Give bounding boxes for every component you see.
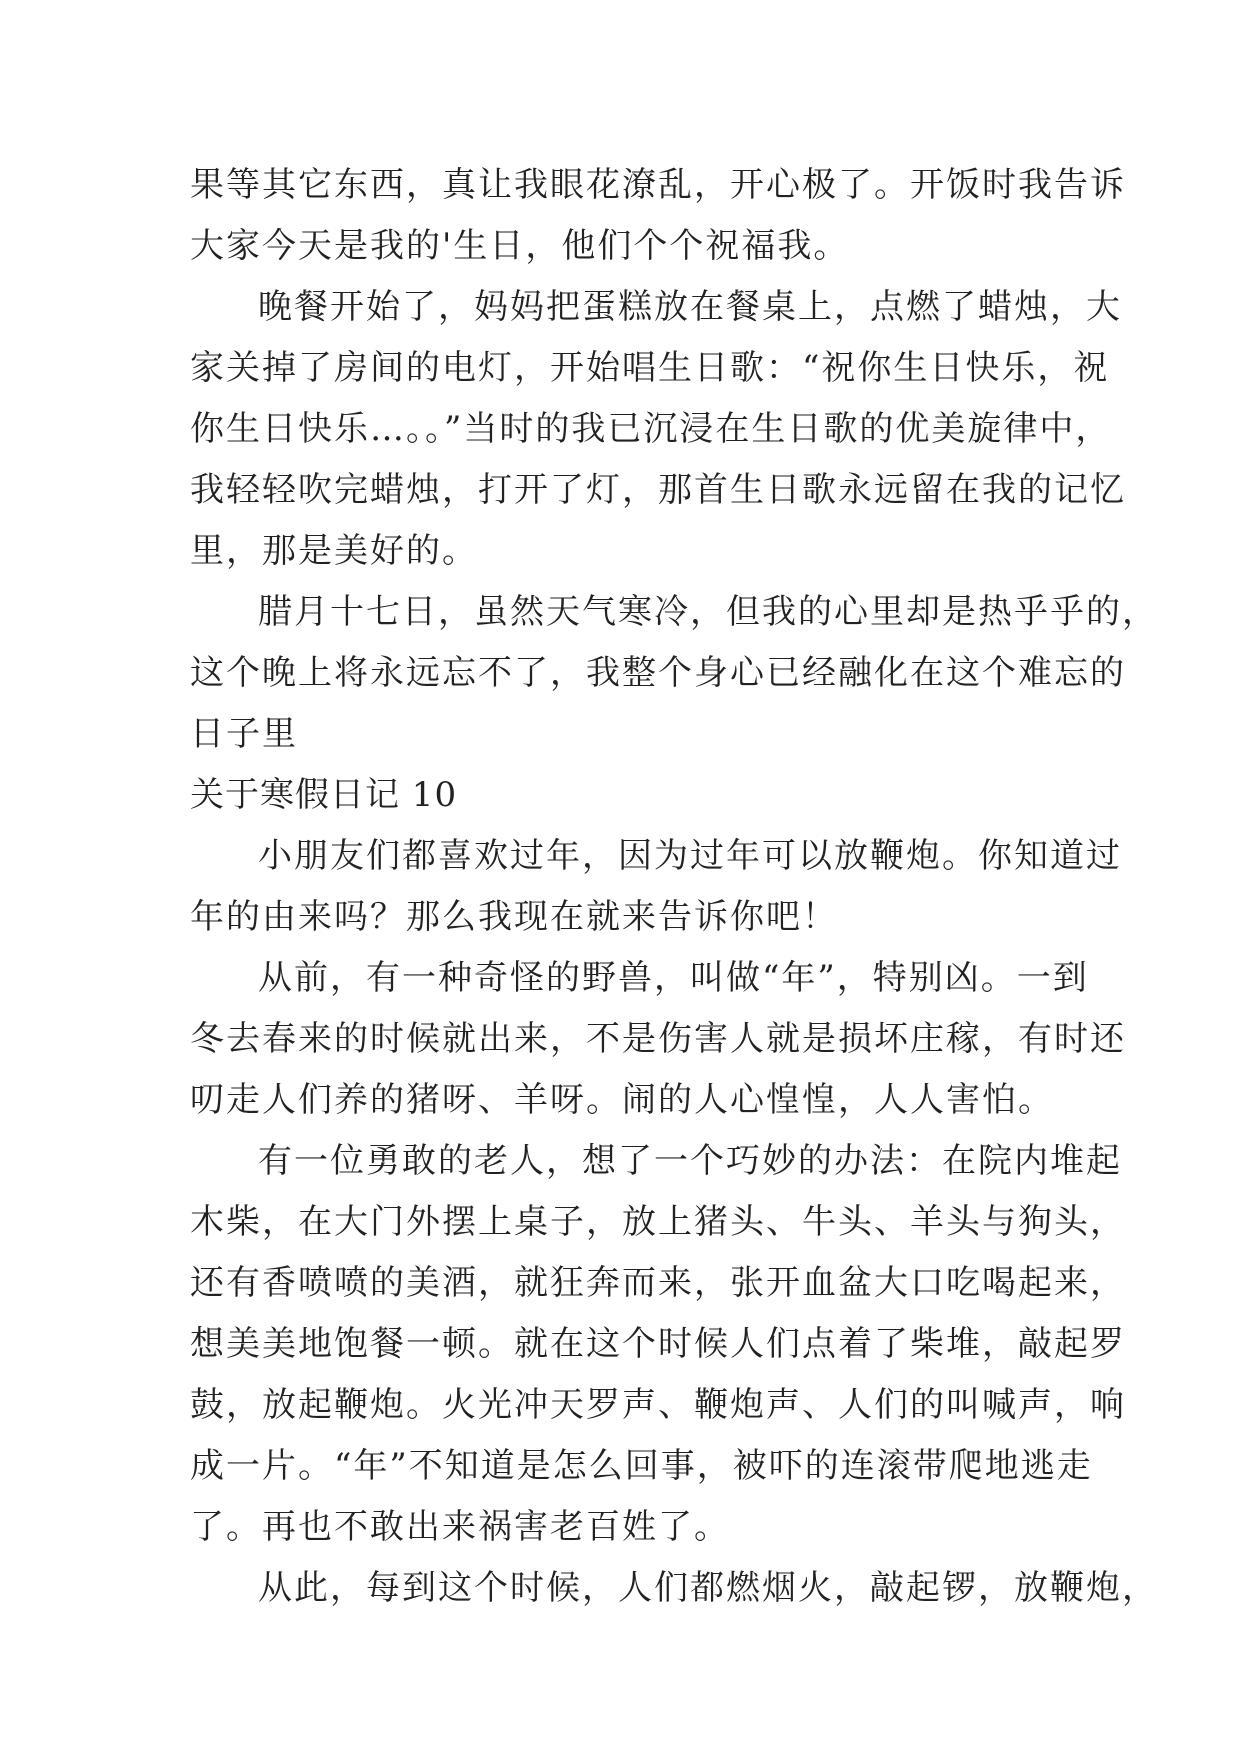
text-line: 成一片。“年”不知道是怎么回事，被吓的连滚带爬地逃走 (190, 1446, 1093, 1486)
text-line: 腊月十七日，虽然天气寒冷，但我的心里却是热乎乎的， (258, 592, 1158, 632)
text-line: 木柴，在大门外摆上桌子，放上猪头、牛头、羊头与狗头， (190, 1202, 1126, 1242)
text-line: 从前，有一种奇怪的野兽，叫做“年”，特别凶。一到 (258, 958, 1089, 998)
text-line: 年的由来吗？那么我现在就来告诉你吧！ (190, 897, 838, 937)
text-line: 我轻轻吹完蜡烛，打开了灯，那首生日歌永远留在我的记忆 (190, 470, 1126, 510)
text-line: 还有香喷喷的美酒，就狂奔而来，张开血盆大口吃喝起来， (190, 1263, 1126, 1303)
text-line: 叨走人们养的猪呀、羊呀。闹的人心惶惶，人人害怕。 (190, 1080, 1054, 1120)
paragraph-3 (190, 582, 1158, 765)
text-line: 里，那是美好的。 (190, 531, 478, 571)
text-line: 鼓，放起鞭炮。火光冲天罗声、鞭炮声、人们的叫喊声，响 (190, 1385, 1126, 1425)
paragraph-7 (190, 1558, 1158, 1619)
text-line: 小朋友们都喜欢过年，因为过年可以放鞭炮。你知道过 (258, 836, 1122, 876)
paragraph-1 (190, 155, 1126, 277)
section-heading: 关于寒假日记 10 (190, 775, 458, 815)
text-line: 家关掉了房间的电灯，开始唱生日歌：“祝你生日快乐，祝 (190, 348, 1110, 388)
text-line: 想美美地饱餐一顿。就在这个时候人们点着了柴堆，敲起罗 (190, 1324, 1126, 1364)
paragraph-4 (190, 826, 1122, 948)
text-line: 冬去春来的时候就出来，不是伤害人就是损坏庄稼，有时还 (190, 1019, 1126, 1059)
paragraph-6 (190, 1131, 1126, 1558)
text-line: 了。再也不敢出来祸害老百姓了。 (190, 1507, 730, 1547)
text-line: 这个晚上将永远忘不了，我整个身心已经融化在这个难忘的 (190, 653, 1126, 693)
paragraph-2 (190, 277, 1126, 582)
text-line: 大家今天是我的'生日，他们个个祝福我。 (190, 226, 850, 266)
paragraph-5 (190, 948, 1126, 1131)
text-line: 你生日快乐…。。”当时的我已沉浸在生日歌的优美旋律中， (190, 409, 1112, 449)
text-line: 晚餐开始了，妈妈把蛋糕放在餐桌上，点燃了蜡烛，大 (258, 287, 1122, 327)
document-page (190, 155, 1158, 1619)
text-line: 有一位勇敢的老人，想了一个巧妙的办法：在院内堆起 (258, 1141, 1122, 1181)
text-line: 日子里 (190, 714, 298, 754)
text-line: 从此，每到这个时候，人们都燃烟火，敲起锣，放鞭炮， (258, 1568, 1158, 1608)
text-line: 果等其它东西，真让我眼花潦乱，开心极了。开饭时我告诉 (190, 165, 1126, 205)
